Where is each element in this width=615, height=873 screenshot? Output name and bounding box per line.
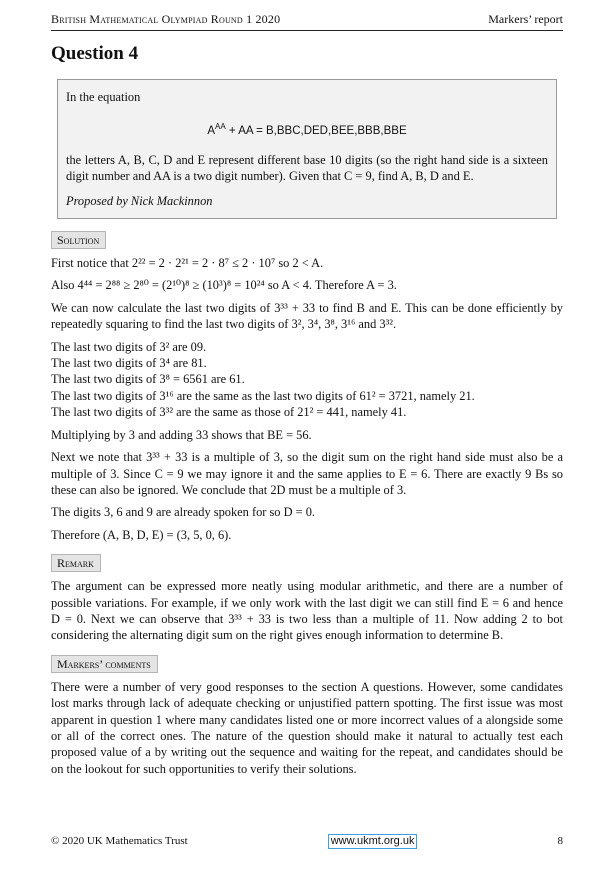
solution-para-2: Also 4⁴⁴ = 2⁸⁸ ≥ 2⁸⁰ = (2¹⁰)⁸ ≥ (10³)⁸ = 10²⁴ so A < 4. Therefore A = 3. bbox=[51, 278, 397, 293]
last-digits-line: The last two digits of 3¹⁶ are the same as the last two digits of 61² = 3721, namely 21. bbox=[51, 388, 475, 403]
solution-para-6: The digits 3, 6 and 9 are already spoken for so D = 0. bbox=[51, 505, 316, 520]
last-digits-line: The last two digits of 3³² are the same as those of 21² = 441, namely 41. bbox=[51, 405, 407, 420]
solution-label: Solution bbox=[51, 231, 106, 249]
question-title: Question 4 bbox=[51, 43, 139, 64]
last-digits-line: The last two digits of 3⁴ are 81. bbox=[51, 356, 207, 371]
markers-comments-text: There were a number of very good responses to the section A questions. However, some candidates lost marks through lack of adequate checking or unjustified pattern spotting. The first issue was most apparent in question 1 where many candidates listed one or more incorrect values of a alongside some or all of the correct ones. The nature of the question should make it natural to actually test each proposed value of a by writing out the sequence and waiting for the repeat, and candidates should be on the lookout for such opportunities to verify their solutions. bbox=[51, 679, 563, 776]
markers-comments-label: Markers’ comments bbox=[51, 655, 158, 673]
page-number: 8 bbox=[557, 835, 563, 847]
equation-base: A bbox=[207, 125, 216, 138]
problem-proposer: Proposed by Nick Mackinnon bbox=[66, 193, 213, 208]
problem-box bbox=[57, 79, 557, 219]
last-digits-line: The last two digits of 3² are 09. bbox=[51, 339, 207, 354]
page bbox=[51, 12, 563, 777]
page-footer bbox=[51, 834, 563, 849]
solution-para-4: Multiplying by 3 and adding 33 shows that BE = 56. bbox=[51, 427, 312, 442]
header-report-label: Markers’ report bbox=[488, 12, 563, 26]
problem-equation bbox=[66, 123, 548, 139]
problem-intro: In the equation bbox=[66, 90, 141, 104]
solution-para-7: Therefore (A, B, D, E) = (3, 5, 0, 6). bbox=[51, 527, 232, 542]
copyright-notice: © 2020 UK Mathematics Trust bbox=[51, 835, 188, 847]
solution-section bbox=[51, 231, 563, 543]
last-digits-list bbox=[51, 339, 563, 421]
header-title: British Mathematical Olympiad Round 1 2020 bbox=[51, 12, 281, 26]
solution-para-1: First notice that 2²² = 2 · 2²¹ = 2 · 8⁷ ≤ 2 · 10⁷ so 2 < A. bbox=[51, 256, 324, 271]
running-header bbox=[51, 12, 563, 31]
remark-label: Remark bbox=[51, 554, 101, 572]
markers-comments-section bbox=[51, 655, 563, 777]
remark-text: The argument can be expressed more neatly using modular arithmetic, and there are a number of possible variations. For example, if we only work with the last digit we can still find E = 6 and hence D = 0. Next we can observe that 3³³ + 33 is two less than a multiple of 11. Now adding 2 to bot considering the alternating digit sum on the right gives enough information to determine B. bbox=[51, 579, 563, 643]
equation-exponent: AA bbox=[215, 122, 226, 132]
website-link[interactable]: www.ukmt.org.uk bbox=[328, 834, 418, 849]
solution-para-3: We can now calculate the last two digits of 3³³ + 33 to find B and E. This can be done efficiently by repeatedly squaring to find the last two digits of 3², 3⁴, 3⁸, 3¹⁶ and 3³². bbox=[51, 300, 563, 332]
solution-para-5: Next we note that 3³³ + 33 is a multiple of 3, so the digit sum on the right hand side must also be a multiple of 3. Since C = 9 we may ignore it and the same applies to E = 6. There are exactly 9 Bs so these can also be ignored. We conclude that 2D must be a multiple of 3. bbox=[51, 450, 563, 497]
last-digits-line: The last two digits of 3⁸ = 6561 are 61. bbox=[51, 372, 245, 387]
remark-section bbox=[51, 554, 563, 644]
problem-statement: the letters A, B, C, D and E represent different base 10 digits (so the right hand side is a sixteen digit number and AA is a two digit number). Given that C = 9, find A, B, D and E. bbox=[66, 152, 548, 184]
equation-rest: + AA = B,BBC,DED,BEE,BBB,BBE bbox=[225, 125, 407, 138]
